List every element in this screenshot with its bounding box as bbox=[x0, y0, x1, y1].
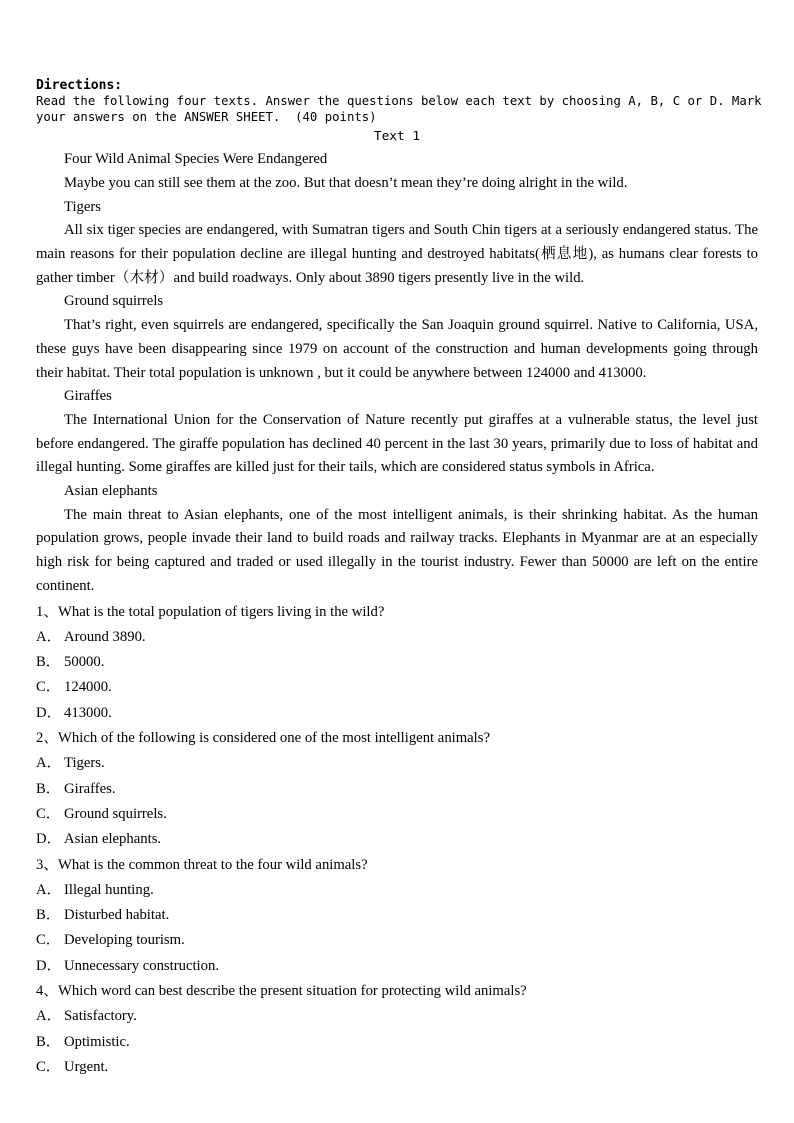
question-4-option-a bbox=[36, 1004, 758, 1029]
option-text: Satisfactory. bbox=[64, 1008, 137, 1025]
option-label: D． bbox=[36, 957, 62, 974]
option-label: A． bbox=[36, 755, 62, 772]
question-1-option-a bbox=[36, 625, 758, 650]
option-label: A． bbox=[36, 881, 62, 898]
option-label: B． bbox=[36, 1033, 61, 1050]
question-3-option-c bbox=[36, 928, 758, 953]
option-text: Urgent. bbox=[64, 1058, 109, 1075]
question-3-option-d bbox=[36, 954, 758, 979]
question-4-option-c bbox=[36, 1055, 758, 1080]
text1-heading: Text 1 bbox=[373, 129, 421, 145]
questions-section bbox=[36, 600, 758, 1081]
passage-intro-paragraph: Maybe you can still see them at the zoo. But that doesn’t mean they’re doing alright in the wild. bbox=[64, 174, 628, 191]
subheading-giraffes: Giraffes bbox=[64, 388, 112, 405]
option-label: C． bbox=[36, 679, 61, 696]
question-3-option-b bbox=[36, 903, 758, 928]
question-block-3 bbox=[36, 853, 758, 979]
question-3-text: 3、What is the common threat to the four wild animals? bbox=[36, 856, 368, 873]
option-text: Giraffes. bbox=[64, 780, 116, 797]
subheading-asian-elephants: Asian elephants bbox=[64, 483, 158, 500]
question-block-2 bbox=[36, 726, 758, 852]
option-label: A． bbox=[36, 1008, 62, 1025]
option-text: Tigers. bbox=[64, 755, 105, 772]
question-2-option-c bbox=[36, 802, 758, 827]
question-block-4 bbox=[36, 979, 758, 1080]
option-text: Asian elephants. bbox=[64, 831, 162, 848]
option-text: Around 3890. bbox=[64, 628, 146, 645]
paragraph-tigers: All six tiger species are endangered, with Sumatran tigers and South Chin tigers at a seriously endangered status. The main reasons for their population decline are illegal hunting and destroyed habitats(栖息地), as humans clear forests to gather timber（木材）and build roadways. Only about 3890 tigers presently live in the wild. bbox=[36, 222, 758, 286]
question-4-number: 4、 bbox=[36, 983, 59, 999]
question-2-option-a bbox=[36, 751, 758, 776]
subheading-tigers: Tigers bbox=[64, 198, 102, 215]
paragraph-ground-squirrels: That’s right, even squirrels are endangered, specifically the San Joaquin ground squirrel. Native to California, USA, these guys have been disappearing since 1979 on account of the construction and human developments going through their habitat. Their total population is unknown , but it could be anywhere between 124000 and 413000. bbox=[36, 317, 758, 381]
question-2-number: 2、 bbox=[36, 730, 59, 747]
option-label: C． bbox=[36, 932, 61, 949]
option-label: D． bbox=[36, 704, 62, 721]
option-text: 124000. bbox=[64, 679, 112, 696]
directions-text-line-2: your answers on the ANSWER SHEET. (40 points) bbox=[36, 109, 377, 124]
question-3-option-a bbox=[36, 878, 758, 903]
option-text: Unnecessary construction. bbox=[64, 957, 219, 974]
question-3-number: 3、 bbox=[36, 856, 59, 873]
passage-title: Four Wild Animal Species Were Endangered bbox=[64, 151, 328, 168]
option-text: 413000. bbox=[64, 704, 112, 721]
directions-label: Directions: bbox=[36, 78, 123, 93]
option-label: D． bbox=[36, 831, 62, 848]
question-1-option-c bbox=[36, 675, 758, 700]
option-label: B． bbox=[36, 654, 61, 671]
question-2-option-b bbox=[36, 777, 758, 802]
question-1-number: 1、 bbox=[36, 603, 59, 620]
paragraph-asian-elephants: The main threat to Asian elephants, one of the most intelligent animals, is their shrinking habitat. As the human population grows, people invade their land to build roads and railway tracks. Elephants in Myanmar are at an especially high risk for being captured and traded or used illegally in the tourist industry. Fewer than 50000 are left on the entire continent. bbox=[36, 506, 758, 594]
option-text: Developing tourism. bbox=[64, 932, 185, 949]
directions-section bbox=[36, 78, 762, 125]
paragraph-giraffes: The International Union for the Conservation of Nature recently put giraffes at a vulnerable status, the level just before endangered. The giraffe population has declined 40 percent in the last 30 years, primarily due to loss of habitat and illegal hunting. Some giraffes are killed just for their tails, which are considered status symbols in Africa. bbox=[36, 411, 758, 476]
option-label: A． bbox=[36, 628, 62, 645]
option-label: C． bbox=[36, 805, 61, 822]
option-text: Optimistic. bbox=[64, 1033, 130, 1050]
question-2-text: 2、Which of the following is considered one of the most intelligent animals? bbox=[36, 730, 491, 747]
option-text: Ground squirrels. bbox=[64, 805, 167, 822]
option-text: Illegal hunting. bbox=[64, 881, 154, 898]
question-1-text: 1、What is the total population of tigers living in the wild? bbox=[36, 603, 385, 620]
option-label: B． bbox=[36, 780, 61, 797]
question-2-option-d bbox=[36, 827, 758, 852]
directions-text-line-1: Read the following four texts. Answer the questions below each text by choosing A, B, C or D. Mark bbox=[36, 94, 762, 108]
question-4-option-b bbox=[36, 1030, 758, 1055]
option-text: Disturbed habitat. bbox=[64, 907, 170, 924]
option-label: B． bbox=[36, 907, 61, 924]
question-block-1 bbox=[36, 600, 758, 726]
subheading-ground-squirrels: Ground squirrels bbox=[64, 293, 164, 310]
option-text: 50000. bbox=[64, 654, 105, 671]
question-1-option-d bbox=[36, 701, 758, 726]
option-label: C． bbox=[36, 1058, 61, 1075]
question-1-option-b bbox=[36, 650, 758, 675]
question-4-text: 4、Which word can best describe the present situation for protecting wild animals? bbox=[36, 983, 527, 999]
